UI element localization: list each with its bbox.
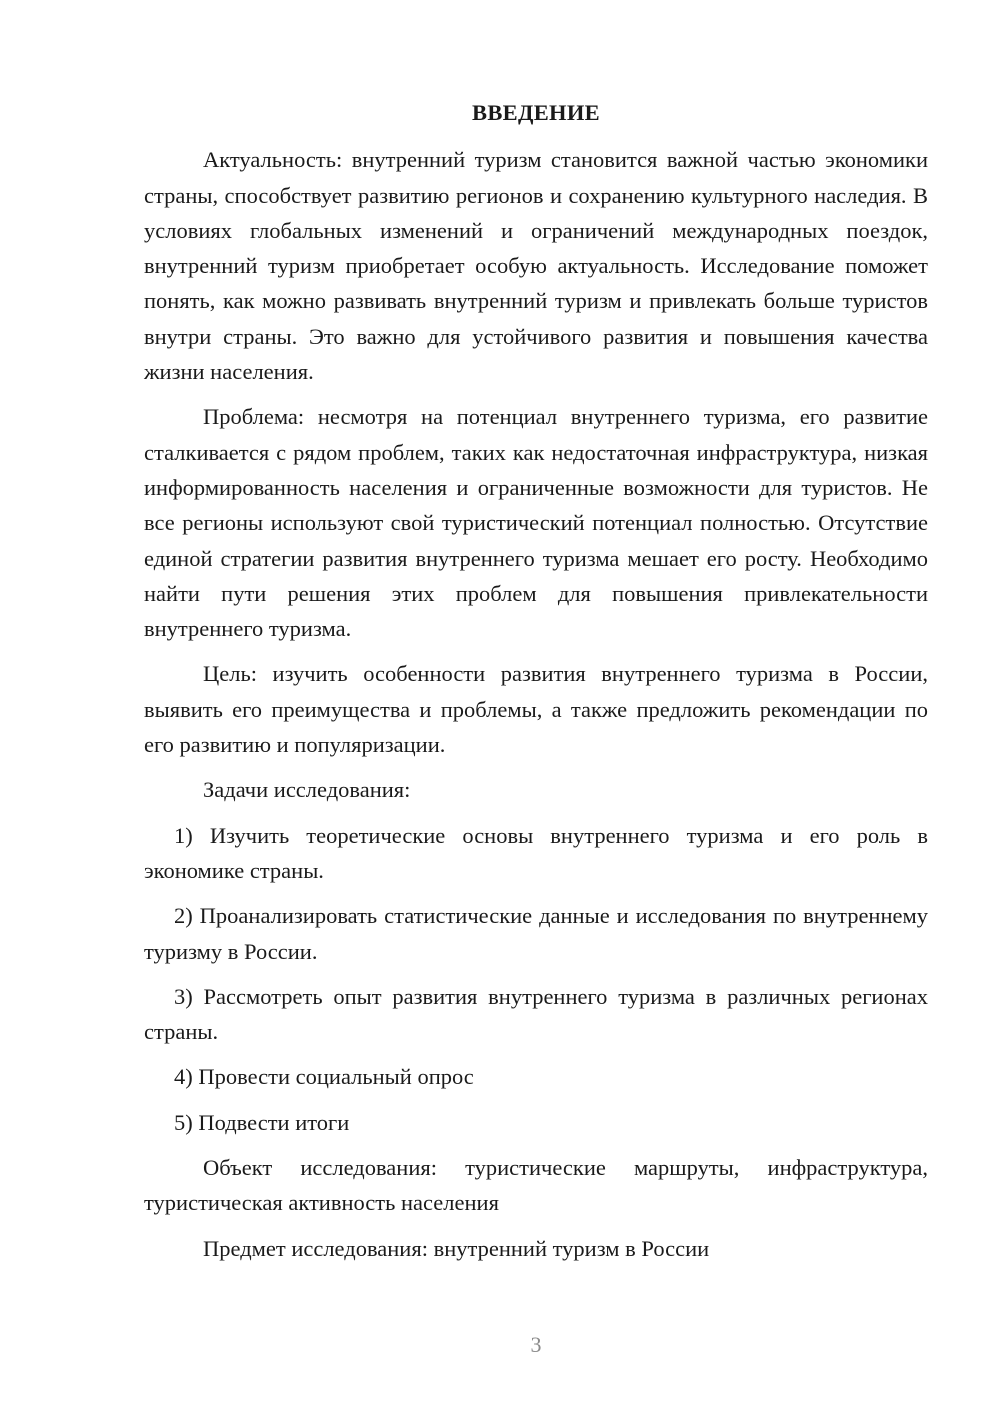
relevance-paragraph: Актуальность: внутренний туризм становится важной частью экономики страны, способствует развитию регионов и сохранению культурного наследия. В условиях глобальных изменений и ограничений международных поездок, внутренний туризм приобретает особую актуальность. Исследование поможет понять, как можно развивать внутренний туризм и привлекать больше туристов внутри страны. Это важно для устойчивого развития и повышения качества жизни населения. (144, 147, 928, 385)
task-item-1: 1) Изучить теоретические основы внутреннего туризма и его роль в экономике страны. (144, 822, 928, 883)
task-item-3: 3) Рассмотреть опыт развития внутреннего туризма в различных регионах страны. (144, 983, 928, 1045)
task-item-4: 4) Провести социальный опрос (174, 1064, 474, 1090)
section-title: ВВЕДЕНИЕ (472, 100, 600, 125)
page-content (144, 95, 928, 1276)
task-item-2: 2) Проанализировать статистические данные и исследования по внутреннему туризму в России. (144, 903, 928, 964)
object-paragraph: Объект исследования: туристические маршруты, инфраструктура, туристическая активность населения (144, 1155, 928, 1216)
subject-paragraph: Предмет исследования: внутренний туризм в России (203, 1235, 710, 1261)
problem-paragraph: Проблема: несмотря на потенциал внутреннего туризма, его развитие сталкивается с рядом проблем, таких как недостаточная инфраструктура, низкая информированность населения и ограниченные возможности для туристов. Не все регионы используют свой туристический потенциал полностью. Отсутствие единой стратегии развития внутреннего туризма мешает его росту. Необходимо найти пути решения этих проблем для повышения привлекательности внутреннего туризма. (144, 404, 928, 642)
task-item-5: 5) Подвести итоги (174, 1109, 350, 1135)
page-number: 3 (530, 1332, 542, 1357)
tasks-heading: Задачи исследования: (203, 777, 411, 803)
goal-paragraph: Цель: изучить особенности развития внутреннего туризма в России, выявить его преимущества и проблемы, а также предложить рекомендации по его развитию и популяризации. (144, 661, 928, 758)
